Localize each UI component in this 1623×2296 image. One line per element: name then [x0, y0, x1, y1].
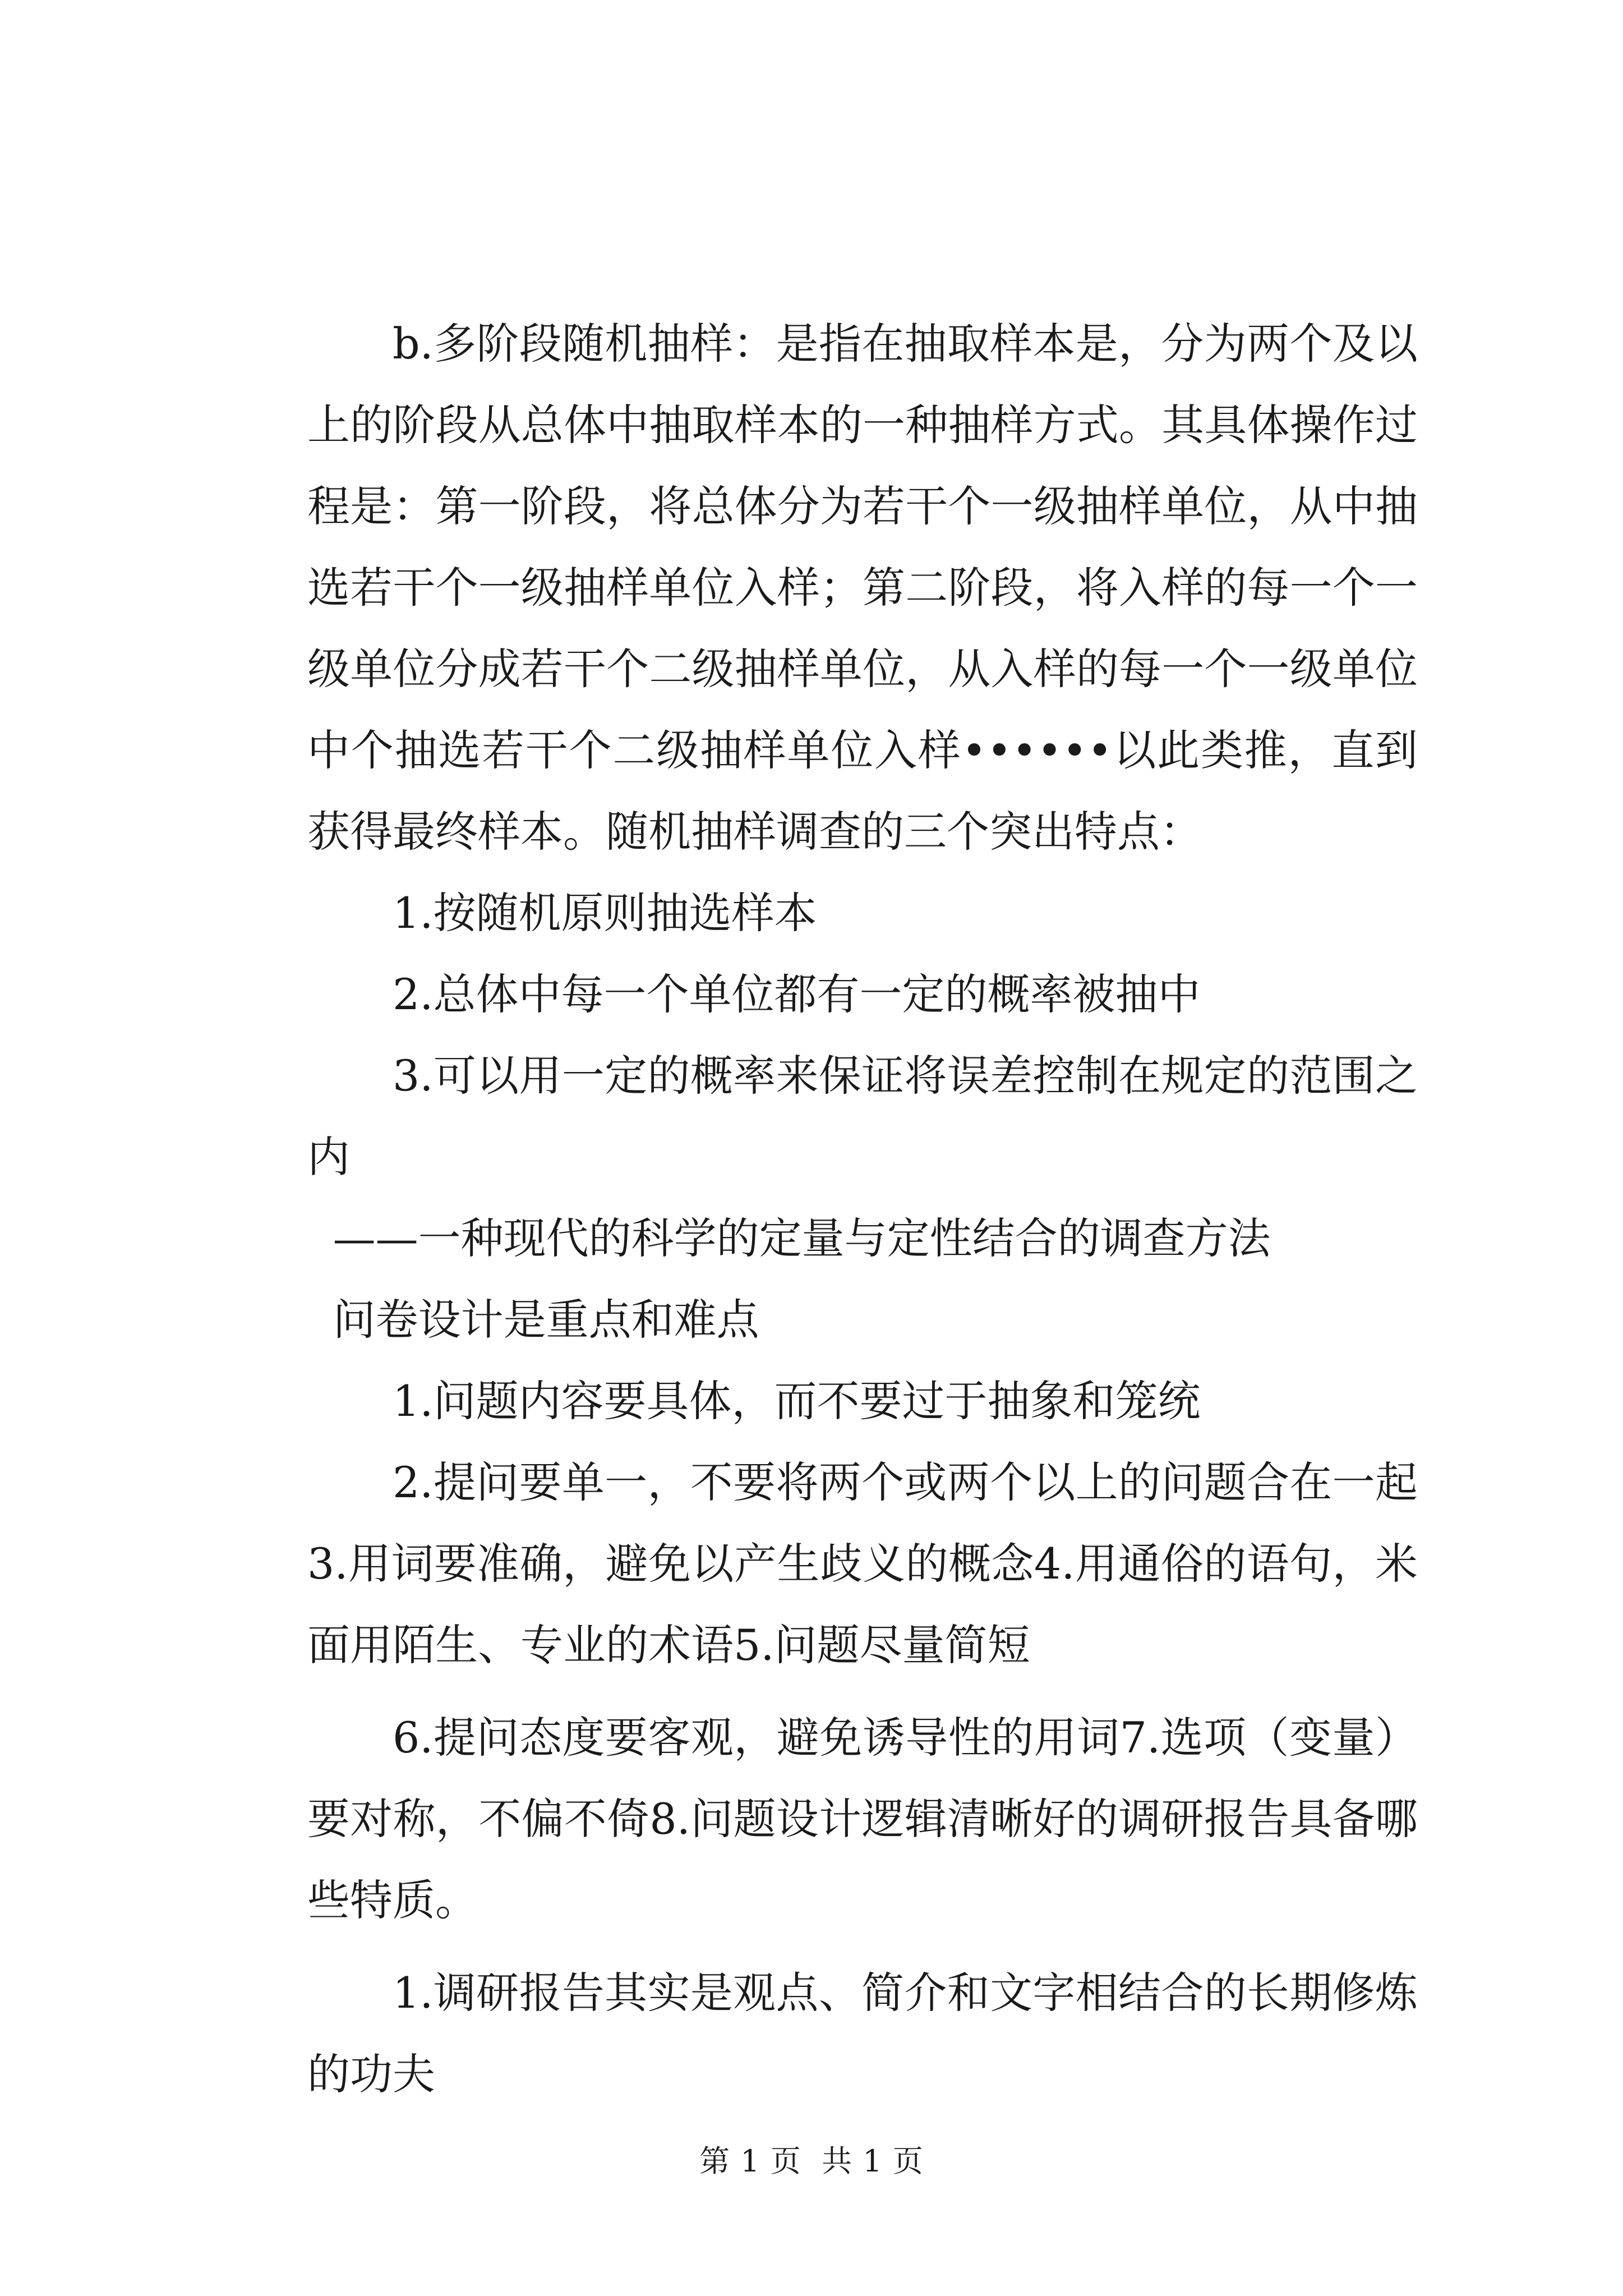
- page-number-label: 第 1 页 共 1 页: [699, 2143, 924, 2179]
- paragraph-question-rules-2-5: 2.提问要单一，不要将两个或两个以上的问题合在一起3.用词要准确，避免以产生歧义的概念4.用通俗的语句，米面用陌生、专业的术语5.问题尽量简短: [307, 1457, 1418, 1670]
- paragraph-questionnaire-heading: 问卷设计是重点和难点: [333, 1295, 759, 1345]
- paragraph-method-summary: ——一种现代的科学的定量与定性结合的调查方法: [333, 1213, 1271, 1263]
- paragraph-report-trait-1: 1.调研报告其实是观点、简介和文字相结合的长期修炼的功夫: [307, 1968, 1418, 2099]
- paragraph-feature-1: 1.按随机原则抽选样本: [393, 888, 817, 938]
- paragraph-feature-3: 3.可以用一定的概率来保证将误差控制在规定的范围之内: [307, 1051, 1418, 1182]
- paragraph-question-rules-6-8: 6.提问态度要客观，避免诱导性的用词7.选项（变量）要对称，不偏不倚8.问题设计逻辑清晰好的调研报告具备哪些特质。: [307, 1713, 1418, 1925]
- document-body: [307, 303, 1418, 2115]
- page-footer: [0, 2142, 1623, 2181]
- paragraph-feature-2: 2.总体中每一个单位都有一定的概率被抽中: [393, 969, 1201, 1019]
- paragraph-multistage-sampling: b.多阶段随机抽样：是指在抽取样本是，分为两个及以上的阶段从总体中抽取样本的一种抽样方式。其具体操作过程是：第一阶段，将总体分为若干个一级抽样单位，从中抽选若干个一级抽样单位入样；第二阶段，将入样的每一个一级单位分成若干个二级抽样单位，从入样的每一个一级单位中个抽选若干个二级抽样单位入样••••••以此类推，直到获得最终样本。随机抽样调查的三个突出特点：: [307, 319, 1418, 857]
- paragraph-question-rule-1: 1.问题内容要具体，而不要过于抽象和笼统: [393, 1376, 1201, 1426]
